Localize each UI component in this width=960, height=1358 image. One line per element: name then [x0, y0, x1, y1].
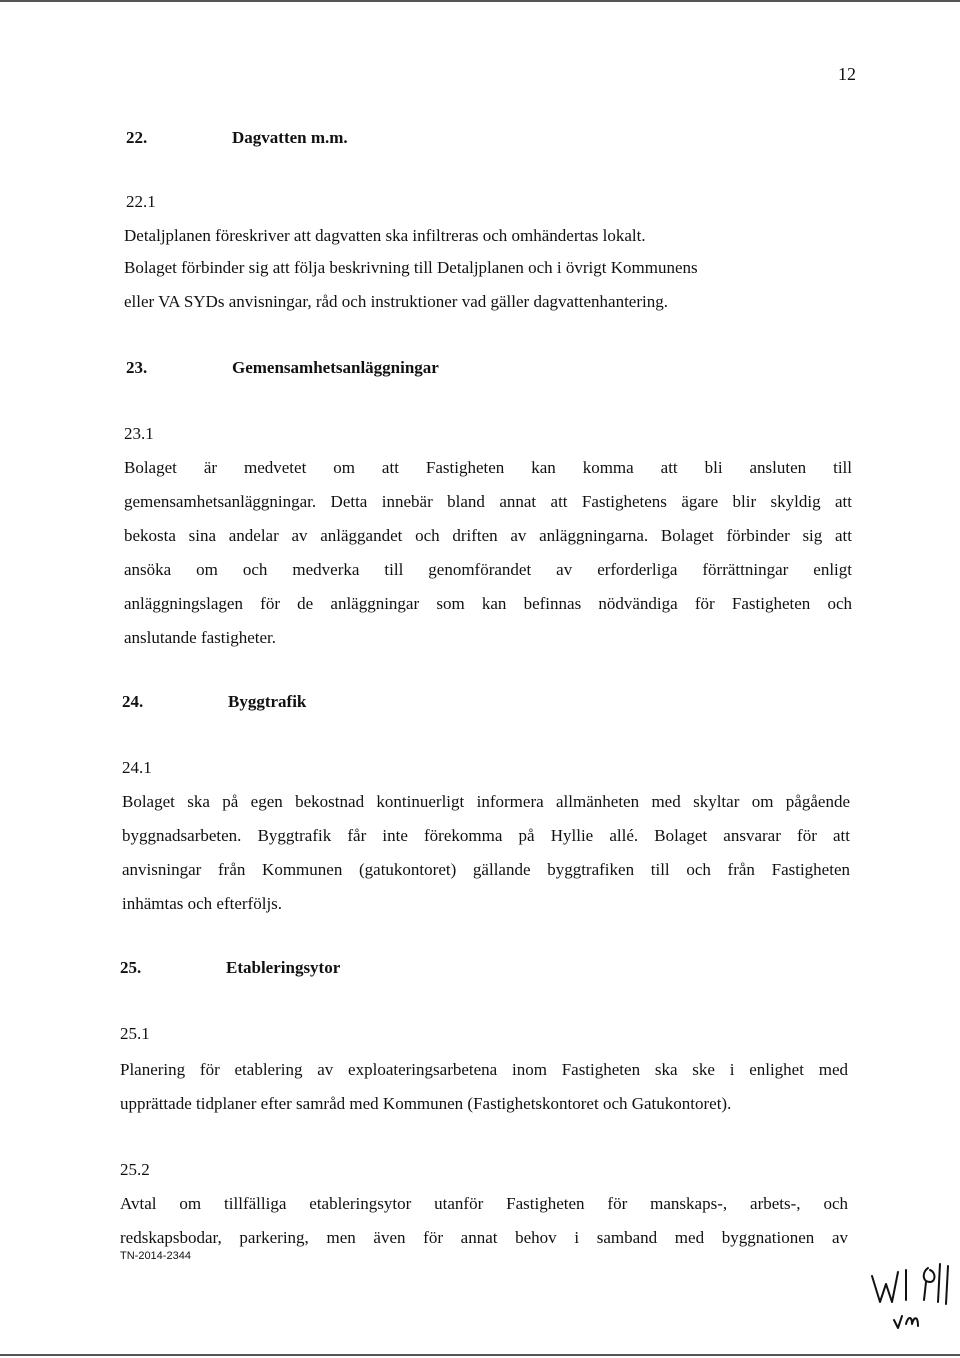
- paragraph-line: ansöka om och medverka till genomförandet av erforderliga förrättningar enligt: [124, 560, 852, 579]
- paragraph-line: anslutande fastigheter.: [124, 628, 277, 647]
- subsection-number-23-1: 23.1: [124, 424, 154, 443]
- section-number: 23.: [126, 358, 148, 377]
- paragraph-line: redskapsbodar, parkering, men även för annat behov i samband med byggnationen av: [120, 1228, 848, 1247]
- paragraph-line: anvisningar från Kommunen (gatukontoret) gällande byggtrafiken till och från Fastigheten: [122, 860, 850, 879]
- initials-signature: [866, 1262, 956, 1334]
- paragraph-line: eller VA SYDs anvisningar, råd och instruktioner vad gäller dagvattenhantering.: [124, 292, 668, 311]
- page-number: 12: [838, 64, 856, 84]
- section-number: 25.: [120, 958, 142, 977]
- paragraph-line: Bolaget förbinder sig att följa beskrivning till Detaljplanen och i övrigt Kommunens: [124, 258, 698, 277]
- paragraph-line: Bolaget är medvetet om att Fastigheten kan komma att bli ansluten till: [124, 458, 852, 477]
- paragraph-line: anläggningslagen för de anläggningar som kan befinnas nödvändiga för Fastigheten och: [124, 594, 852, 613]
- paragraph-line: Detaljplanen föreskriver att dagvatten ska infiltreras och omhändertas lokalt.: [124, 226, 646, 245]
- paragraph-line: bekosta sina andelar av anläggandet och driften av anläggningarna. Bolaget förbinder sig att: [124, 526, 852, 545]
- section-title: Etableringsytor: [226, 958, 341, 977]
- paragraph-line: Planering för etablering av exploateringsarbetena inom Fastigheten ska ske i enlighet med: [120, 1060, 848, 1079]
- scan-top-edge: [0, 0, 960, 2]
- subsection-number-22-1: 22.1: [126, 192, 156, 211]
- subsection-number-25-2: 25.2: [120, 1160, 150, 1179]
- document-code: TN-2014-2344: [120, 1250, 191, 1262]
- paragraph-line: gemensamhetsanläggningar. Detta innebär bland annat att Fastighetens ägare blir skyldig att: [124, 492, 852, 511]
- paragraph-line: inhämtas och efterföljs.: [122, 894, 283, 913]
- section-number: 22.: [126, 128, 148, 147]
- subsection-number-25-1: 25.1: [120, 1024, 150, 1043]
- paragraph-line: byggnadsarbeten. Byggtrafik får inte förekomma på Hyllie allé. Bolaget ansvarar för att: [122, 826, 850, 845]
- subsection-number-24-1: 24.1: [122, 758, 152, 777]
- paragraph-line: Avtal om tillfälliga etableringsytor utanför Fastigheten för manskaps-, arbets-, och: [120, 1194, 848, 1213]
- paragraph-line: Bolaget ska på egen bekostnad kontinuerligt informera allmänheten med skyltar om pågående: [122, 792, 850, 811]
- paragraph-line: upprättade tidplaner efter samråd med Kommunen (Fastighetskontoret och Gatukontoret).: [120, 1094, 732, 1113]
- section-title: Dagvatten m.m.: [232, 128, 348, 147]
- section-title: Byggtrafik: [228, 692, 307, 711]
- section-number: 24.: [122, 692, 144, 711]
- section-title: Gemensamhetsanläggningar: [232, 358, 439, 377]
- scan-bottom-edge: [0, 1354, 960, 1356]
